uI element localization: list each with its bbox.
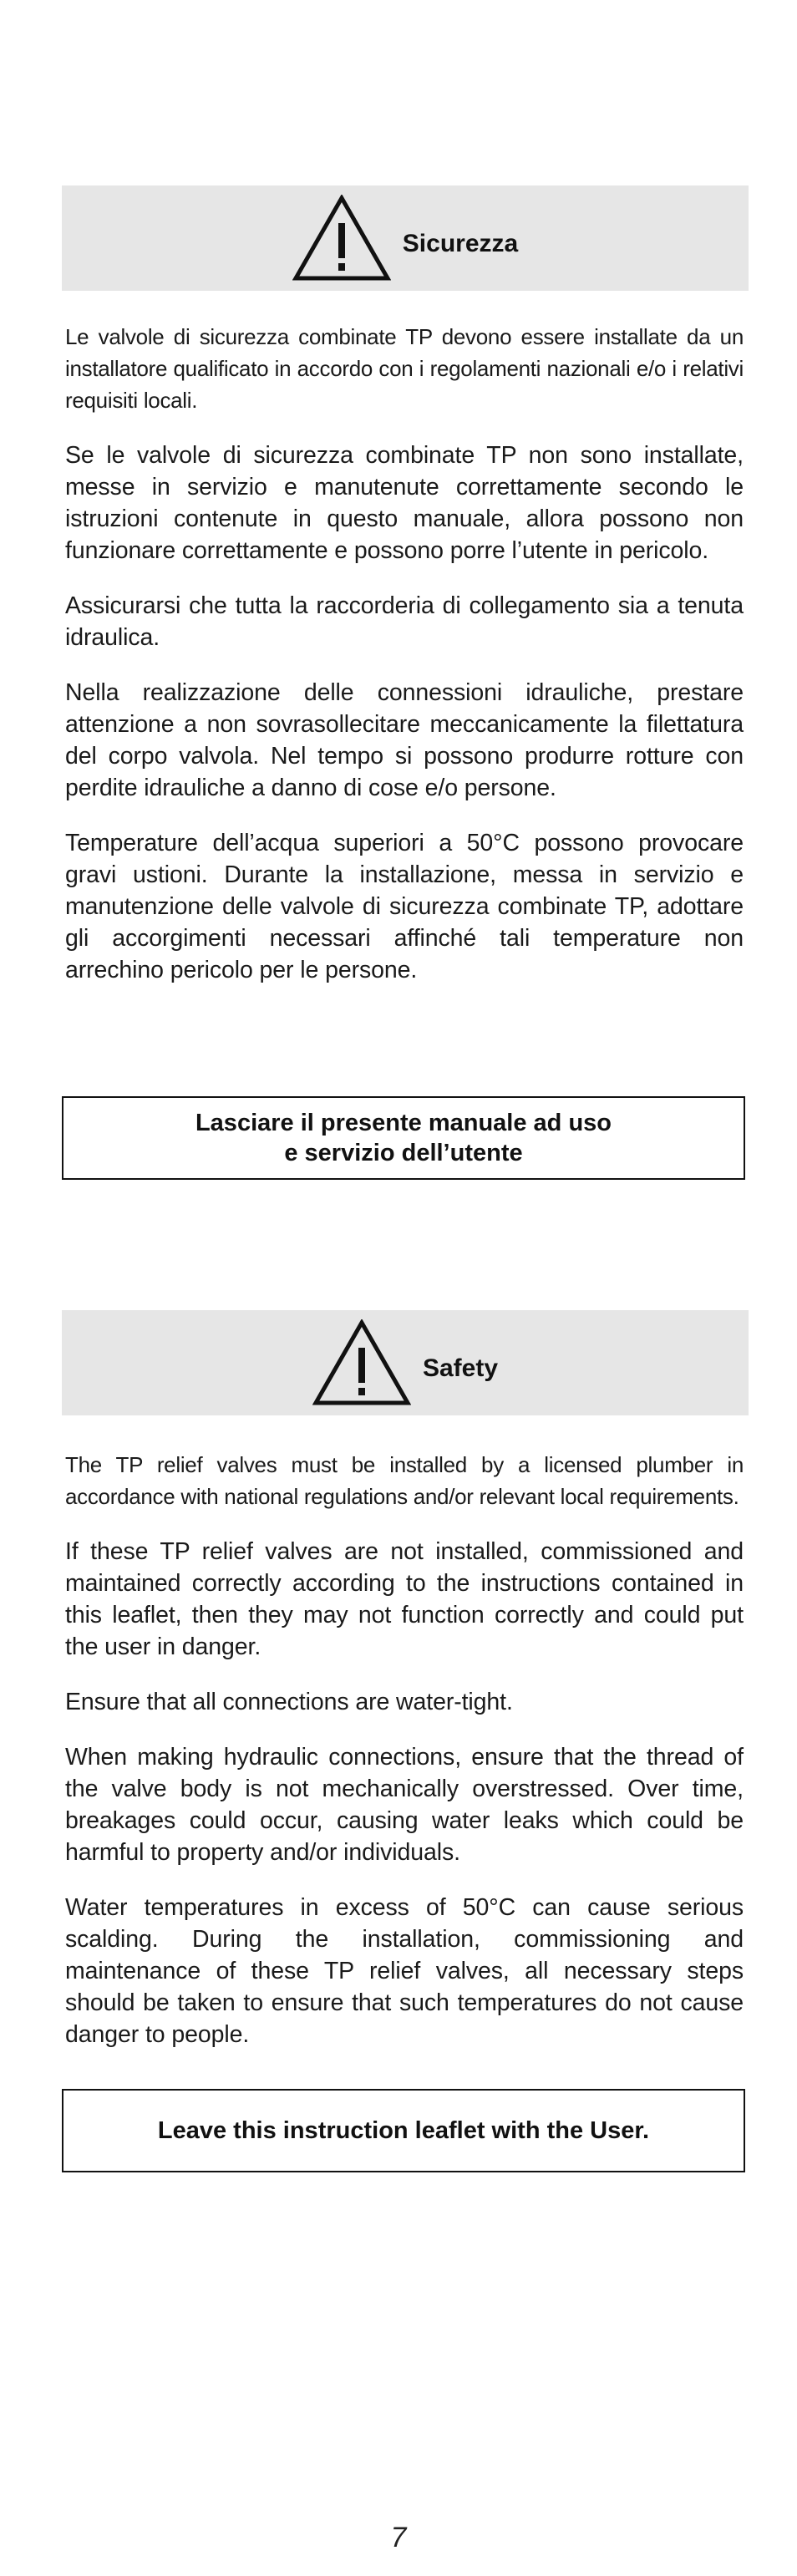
section-heading-it: Sicurezza (402, 230, 519, 257)
notice-line: e servizio dell’utente (284, 1140, 523, 1166)
paragraph: Assicurarsi che tutta la raccorderia di collegamento sia a tenuta idraulica. (65, 592, 744, 651)
english-text (65, 1449, 744, 2074)
paragraph: If these TP relief valves are not installed, commissioned and maintained correctly according to the instructions contained in this leaflet, then they may not function correctly and could put the user in danger. (65, 1538, 744, 1660)
warning-triangle-icon (292, 195, 391, 282)
page-number: 7 (390, 2522, 407, 2553)
notice-box-it (62, 1096, 745, 1180)
section-heading-en: Safety (422, 1354, 499, 1382)
paragraph: Water temperatures in excess of 50°C can cause serious scalding. During the installation, commissioning and maintenance of these TP relief valves, all necessary steps should be taken to ensure that such temperatures do not cause danger to people. (65, 1894, 744, 2048)
paragraph: Se le valvole di sicurezza combinate TP non sono installate, messe in servizio e manutenute correttamente secondo le istruzioni contenute in questo manuale, allora possono non funzionare correttamente e possono porre l’utente in pericolo. (65, 442, 744, 564)
notice-line: Leave this instruction leaflet with the User. (157, 2117, 650, 2144)
paragraph: When making hydraulic connections, ensure that the thread of the valve body is not mechanically overstressed. Over time, breakages could occur, causing water leaks which could be harmful to property and/or individuals. (65, 1744, 744, 1866)
paragraph: The TP relief valves must be installed by a licensed plumber in accordance with national regulations and/or relevant local requirements. (65, 1452, 744, 1509)
notice-box-en (62, 2089, 745, 2172)
warning-triangle-icon (312, 1319, 411, 1406)
paragraph: Temperature dell’acqua superiori a 50°C possono provocare gravi ustioni. Durante la installazione, messa in servizio e manutenzione delle valvole di sicurezza combinate TP, adottare gli accorgimenti necessari affinché tali temperature non arrechino pericolo per le persone. (65, 830, 744, 983)
paragraph: Nella realizzazione delle connessioni idrauliche, prestare attenzione a non sovrasollecitare meccanicamente la filettatura del corpo valvola. Nel tempo si possono produrre rotture con perdite idrauliche a danno di cose e/o persone. (65, 679, 744, 801)
paragraph: Le valvole di sicurezza combinate TP devono essere installate da un installatore qualificato in accordo con i regolamenti nazionali e/o i relativi requisiti locali. (65, 324, 744, 413)
safety-banner-en (62, 1310, 749, 1415)
paragraph: Ensure that all connections are water-tight. (65, 1689, 513, 1715)
italian-text (65, 321, 744, 1009)
safety-banner-it (62, 185, 749, 291)
notice-line: Lasciare il presente manuale ad uso (195, 1110, 612, 1136)
